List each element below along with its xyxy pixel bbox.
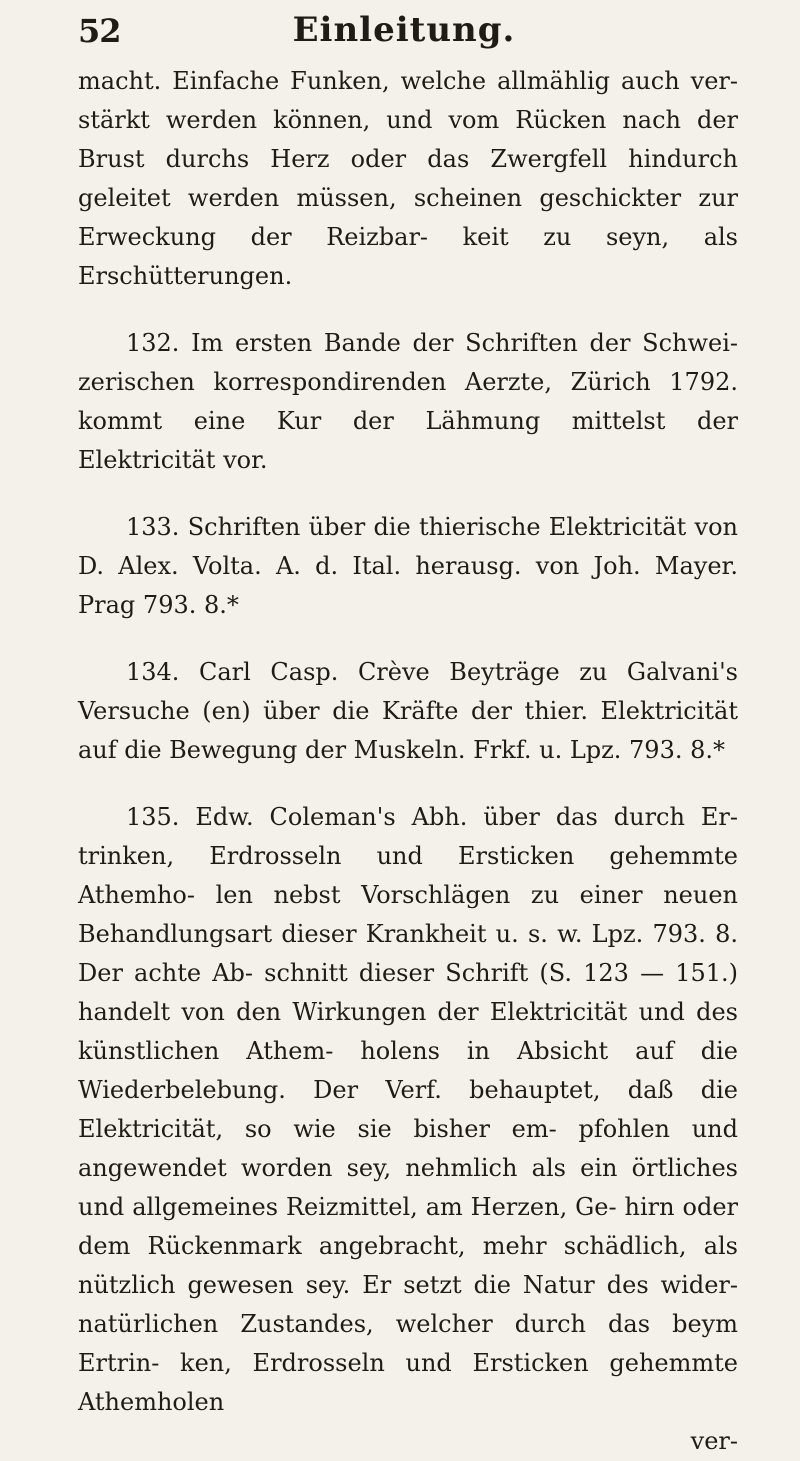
- running-head: Einleitung.: [292, 10, 516, 50]
- entry-135: 135. Edw. Coleman's Abh. über das durch Er- trinken, Erdrosseln und Ersticken gehemmte Athemho- len nebst Vorschlägen zu einer neuen Behandlungsart dieser Krankheit u. s. w. Lpz. 793. 8. Der achte Ab- schnitt dieser Schrift (S. 123 — 151.) handelt von den Wirkungen der Elektricität und des künstlichen Athem- holens in Absicht auf die Wiederbelebung. Der Verf. behauptet, daß die Elektricität, so wie sie bisher em- pfohlen und angewendet worden sey, nehmlich als ein örtliches und allgemeines Reizmittel, am Herzen, Ge- hirn oder dem Rückenmark angebracht, mehr schädlich, als nützlich gewesen sey. Er setzt die Natur des wider- natürlichen Zustandes, welcher durch das beym Ertrin- ken, Erdrosseln und Ersticken gehemmte Athemholen: [78, 803, 738, 1416]
- body-text: [78, 62, 738, 1461]
- page-number: 52: [78, 12, 121, 50]
- paragraph-continuation: macht. Einfache Funken, welche allmählig auch ver- stärkt werden können, und vom Rücken nach der Brust durchs Herz oder das Zwergfell hindurch geleitet werden müssen, scheinen geschickter zur Erweckung der Reizbar- keit zu seyn, als Erschütterungen.: [78, 67, 738, 290]
- entry-132: 132. Im ersten Bande der Schriften der Schwei- zerischen korrespondirenden Aerzte, Zürich 1792. kommt eine Kur der Lähmung mittelst der Elektricität vor.: [78, 329, 738, 474]
- spacer: [78, 770, 738, 798]
- spacer: [78, 296, 738, 324]
- entry-134: 134. Carl Casp. Crève Beyträge zu Galvani's Versuche (en) über die Kräfte der thier. Elektricität auf die Bewegung der Muskeln. Frkf. u. Lpz. 793. 8.*: [78, 658, 738, 764]
- spacer: [78, 625, 738, 653]
- catchword: ver-: [690, 1427, 738, 1455]
- entry-133: 133. Schriften über die thierische Elektricität von D. Alex. Volta. A. d. Ital. herausg. von Joh. Mayer. Prag 793. 8.*: [78, 513, 738, 619]
- page-header: [78, 4, 730, 56]
- spacer: [78, 480, 738, 508]
